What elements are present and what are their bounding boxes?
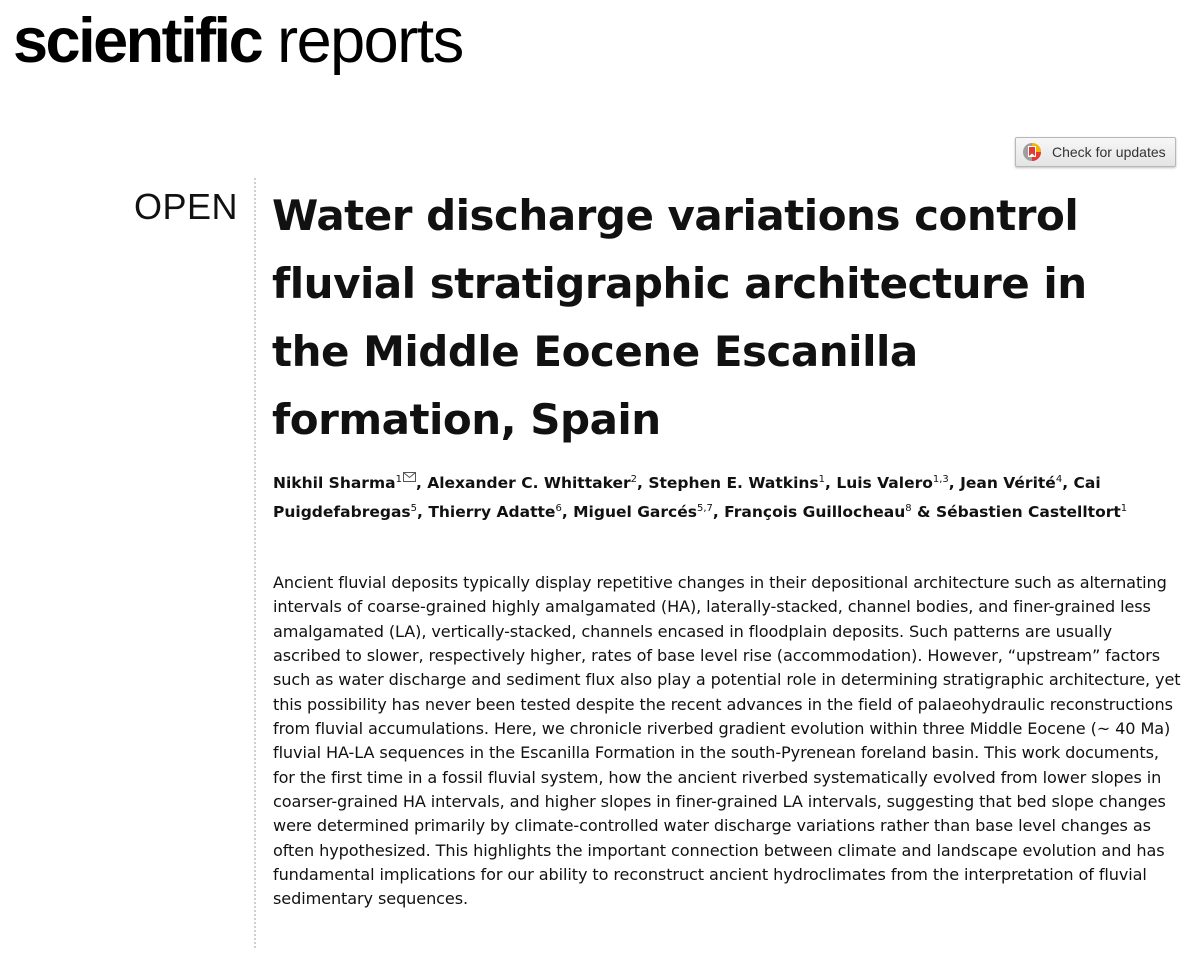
author-affiliation: 1: [1120, 503, 1128, 514]
journal-logo[interactable]: [13, 2, 463, 80]
author[interactable]: [960, 474, 1062, 492]
author-affiliation: 8: [905, 503, 912, 514]
author-name: Thierry Adatte: [428, 503, 556, 521]
author-name: Luis Valero: [836, 474, 933, 492]
author-separator: ,: [415, 474, 428, 492]
author-affiliation: 4: [1055, 474, 1063, 485]
author[interactable]: [648, 474, 825, 492]
author-affiliation: 1: [395, 474, 402, 485]
author-name: Jean Vérité: [960, 474, 1056, 492]
open-access-label: OPEN: [134, 186, 239, 227]
author-name: Sébastien Castelltort: [935, 503, 1121, 521]
author-affiliation: 5: [410, 503, 418, 514]
author-affiliation: 6: [555, 503, 562, 514]
author[interactable]: [936, 503, 1127, 521]
author-separator: ,: [712, 503, 725, 521]
author-separator: &: [911, 503, 936, 521]
sidebar-divider: [254, 178, 256, 948]
check-for-updates-label: Check for updates: [1052, 144, 1166, 160]
author-name: Nikhil Sharma: [273, 474, 396, 492]
author-separator: ,: [417, 503, 429, 521]
author-separator: ,: [948, 474, 961, 492]
check-for-updates-button[interactable]: [1015, 137, 1176, 167]
author[interactable]: [427, 474, 637, 492]
author-list: [273, 469, 1178, 527]
journal-name-regular: reports: [261, 6, 463, 76]
abstract: Ancient fluvial deposits typically display repetitive changes in their depositional architecture such as alternating intervals of coarse-grained highly amalgamated (HA), laterally-stacked, channel bodies, and finer-grained less amalgamated (LA), vertically-stacked, channels encased in floodplain deposits. Such patterns are usually ascribed to slower, respectively higher, rates of base level rise (accommodation). However, “upstream” factors such as water discharge and sediment flux also play a potential role in determining stratigraphic architecture, yet this possibility has never been tested despite the recent advances in the field of palaeohydraulic reconstructions from fluvial accumulations. Here, we chronicle riverbed gradient evolution within three Middle Eocene (~ 40 Ma) fluvial HA-LA sequences in the Escanilla Formation in the south-Pyrenean foreland basin. This work documents, for the first time in a fossil fluvial system, how the ancient riverbed systematically evolved from lower slopes in coarser-grained HA intervals, and higher slopes in finer-grained LA intervals, suggesting that bed slope changes were determined primarily by climate-controlled water discharge variations rather than base level changes as often hypothesized. This highlights the important connection between climate and landscape evolution and has fundamental implications for our ability to reconstruct ancient hydroclimates from the interpretation of fluvial sedimentary sequences.: [273, 573, 1181, 909]
author-name: Miguel Garcés: [573, 503, 697, 521]
author-affiliation: 5,7: [696, 503, 713, 514]
journal-name-bold: scientific: [13, 6, 262, 76]
article-title: Water discharge variations control fluvial stratigraphic architecture in the Middle Eocene Escanilla formation, Spain: [272, 191, 1087, 444]
author-separator: ,: [561, 503, 574, 521]
author[interactable]: [428, 503, 561, 521]
author-separator: ,: [825, 474, 837, 492]
author-name: Stephen E. Watkins: [648, 474, 819, 492]
author-separator: ,: [637, 474, 649, 492]
author-affiliation: 1,3: [932, 474, 949, 485]
crossmark-icon: [1022, 142, 1042, 162]
author[interactable]: [836, 474, 948, 492]
author[interactable]: [573, 503, 713, 521]
author[interactable]: [273, 474, 416, 492]
author-name: Cai Puigdefabregas: [273, 474, 1101, 521]
email-icon[interactable]: [403, 472, 416, 482]
author[interactable]: [724, 503, 911, 521]
author-name: Alexander C. Whittaker: [427, 474, 631, 492]
author-name: François Guillocheau: [724, 503, 906, 521]
author-affiliation: 1: [818, 474, 826, 485]
author-affiliation: 2: [630, 474, 638, 485]
author-separator: ,: [1062, 474, 1074, 492]
